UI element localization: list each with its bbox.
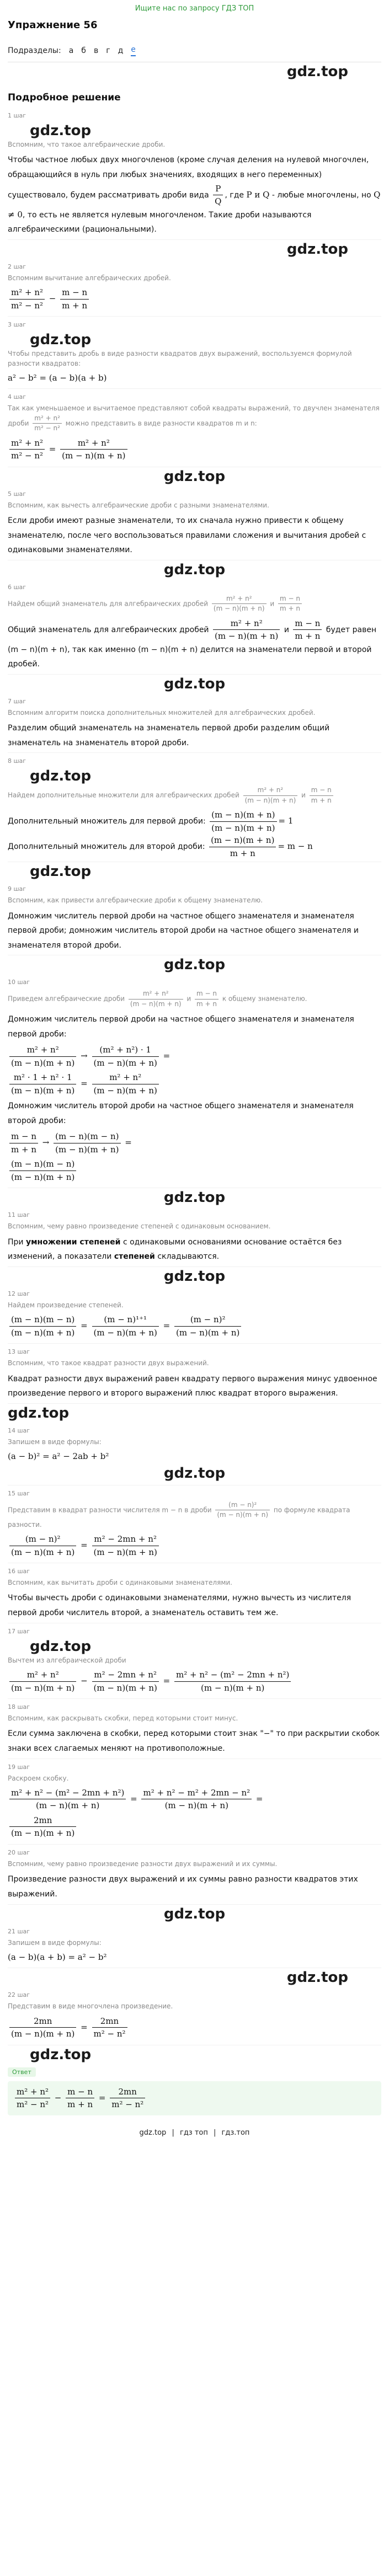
step-19 xyxy=(8,1759,381,1845)
step-text: Произведение разности двух выражений и их суммы равно разности квадратов этих выражений. xyxy=(8,1875,358,1899)
step-text: Чтобы вычесть дроби с одинаковыми знаменателями, нужно вычесть из числителя первой дроби числитель второй, а знаменатель оставить тем же. xyxy=(8,1594,351,1618)
formula: a² − b² = (a − b)(a + b) xyxy=(8,372,107,383)
step-hint: Запишем в виде формулы: xyxy=(8,1437,102,1446)
answer-label: Ответ xyxy=(8,2067,36,2077)
step-hint: Найдем произведение степеней. xyxy=(8,1301,124,1310)
step-label: 15 шаг xyxy=(8,1489,30,1497)
watermark: gdz.top xyxy=(163,1189,226,1206)
step-text: Домножим числитель второй дроби на частное общего знаменателя и знаменателя второй дроби: xyxy=(8,1102,354,1125)
watermark: gdz.top xyxy=(30,1638,92,1655)
step-text: При умножении степеней с одинаковыми основаниями основание остаётся без изменений, а показатели степеней складываются. xyxy=(8,1237,342,1262)
step-text: Разделим общий знаменатель на знаменатель первой дроби разделим общий знаменатель на знаменатель второй дроби. xyxy=(8,724,330,747)
step-label: 7 шаг xyxy=(8,697,26,705)
step-5 xyxy=(8,486,381,560)
expression: $\frac{m - n}{m + n}$ → $\frac{(m - n)(m - n)}{(m - n)(m + n)}$ = xyxy=(8,1130,381,1156)
step-2 xyxy=(8,259,381,317)
watermark: gdz.top xyxy=(30,332,92,349)
tab-v[interactable]: в xyxy=(93,46,99,55)
step-label: 20 шаг xyxy=(8,1848,30,1856)
subsections-label: Подразделы: xyxy=(8,46,61,55)
expression: $\frac{2mn}{(m - n)(m + n)}$ = $\frac{2mn}{\text{m² − n²}}$ xyxy=(8,2015,381,2040)
step-hint: Представим в виде многочлена произведение. xyxy=(8,2002,173,2011)
step-13 xyxy=(8,1344,381,1404)
step-hint: Вспомним, чему равно произведение степеней с одинаковым основанием. xyxy=(8,1222,271,1231)
expression: $\frac{\text{m² + n² − (m² − 2mn + n²)}}{(m - n)(m + n)}$ = $\frac{\text{m² + n² − m² + 2mn − n²}}{(m - n)(m + n)}$ = xyxy=(8,1787,381,1812)
watermark: gdz.top xyxy=(163,1905,226,1922)
step-text: Домножим числитель первой дроби на частное общего знаменателя и знаменателя первой дроби; домножим числитель второй дроби на частное общего знаменателя и знаменателя второй дроби. xyxy=(8,911,359,950)
step-label: 8 шаг xyxy=(8,757,26,765)
solution-title: Подробное решение xyxy=(8,92,121,103)
step-4 xyxy=(8,389,381,467)
page-title: Упражнение 56 xyxy=(8,19,98,31)
step-text: Домножим числитель первой дроби на частное общего знаменателя и знаменателя первой дроби: xyxy=(8,1015,354,1039)
step-label: 12 шаг xyxy=(8,1290,30,1298)
step-label: 22 шаг xyxy=(8,1991,30,1999)
step-hint: Вычтем из алгебраической дроби xyxy=(8,1656,126,1664)
watermark: gdz.top xyxy=(30,2046,92,2063)
step-hint: Запишем в виде формулы: xyxy=(8,1938,102,1947)
watermark: gdz.top xyxy=(286,63,348,80)
step-label: 19 шаг xyxy=(8,1763,30,1771)
expression: $\frac{\text{m² + n²}}{\text{m² − n²}}$ − $\frac{m - n}{m + n}$ xyxy=(8,286,381,312)
step-label: 9 шаг xyxy=(8,885,26,893)
step-7 xyxy=(8,693,381,753)
step-hint: Раскроем скобку. xyxy=(8,1774,69,1782)
step-hint: Представим в квадрат разности числителя m − n в дроби $\frac{\text{(m − n)²}}{(m - n)(m + n)}$ по формуле квадрата разности. xyxy=(8,1500,350,1529)
step-hint: Чтобы представить дробь в виде разности квадратов двух выражений, воспользуемся формулой разности квадратов: xyxy=(8,350,352,367)
step-hint: Вспомним, как вычитать дроби с одинаковыми знаменателями. xyxy=(8,1579,232,1587)
step-9 xyxy=(8,881,381,955)
watermark: gdz.top xyxy=(30,768,92,785)
fraction-pq: $\frac{P}{Q}$ xyxy=(213,183,223,208)
step-8 xyxy=(8,753,381,862)
expression: $\frac{(m - n)(m - n)}{(m - n)(m + n)}$ xyxy=(8,1158,381,1183)
step-15 xyxy=(8,1485,381,1563)
step-hint: Вспомним алгоритм поиска дополнительных множителей для алгебраических дробей. xyxy=(8,708,316,717)
step-hint: Вспомним, как раскрывать скобки, перед которыми стоит минус. xyxy=(8,1714,238,1723)
footer-link[interactable]: гдз топ xyxy=(179,2128,208,2137)
step-label: 2 шаг xyxy=(8,263,26,270)
watermark: gdz.top xyxy=(286,1969,348,1986)
search-hint-link[interactable]: Ищите нас по запросу ГДЗ ТОП xyxy=(135,4,254,13)
tab-e[interactable]: е xyxy=(131,45,136,56)
watermark: gdz.top xyxy=(163,675,226,692)
footer-separator: | xyxy=(172,2128,174,2137)
step-1 xyxy=(8,108,381,240)
step-hint: Так как уменьшаемое и вычитаемое представляют собой квадраты выражений, то двучлен знаменателя дроби $\frac{\text{m² + n²}}{\text{m² − n²}}$ можно представить в виде разности квадратов m и n: xyxy=(8,404,380,432)
footer-link[interactable]: гдз.топ xyxy=(221,2128,250,2137)
step-12 xyxy=(8,1286,381,1344)
step-label: 13 шаг xyxy=(8,1348,30,1356)
step-label: 3 шаг xyxy=(8,321,26,329)
step-label: 5 шаг xyxy=(8,490,26,498)
footer xyxy=(8,2118,381,2145)
expression: $\frac{\text{m² + n²}}{(m - n)(m + n)}$ − $\frac{\text{m² − 2mn + n²}}{(m - n)(m + n)}$ = $\frac{\text{m² + n² − (m² − 2mn + n²)}}{(m - n)(m + n)}$ xyxy=(8,1669,381,1694)
tab-g[interactable]: г xyxy=(106,46,110,55)
step-10 xyxy=(8,974,381,1188)
step-label: 10 шаг xyxy=(8,979,30,986)
step-hint: Вспомним, как привести алгебраические дроби к общему знаменателю. xyxy=(8,896,263,905)
step-hint: Найдем дополнительные множители для алгебраических дробей $\frac{\text{m² + n²}}{(m - n)(m + n)}$ и $\frac{m - n}{m + n}$ xyxy=(8,785,381,805)
step-label: 14 шаг xyxy=(8,1426,30,1434)
expression: $\frac{\text{m² · 1 + n² · 1}}{(m - n)(m + n)}$ = $\frac{\text{m² + n²}}{(m - n)(m + n)}$ xyxy=(8,1071,381,1097)
step-label: 6 шаг xyxy=(8,583,26,591)
tab-d[interactable]: д xyxy=(118,46,124,55)
step-hint: Приведем алгебраические дроби $\frac{\text{m² + n²}}{(m - n)(m + n)}$ и $\frac{m - n}{m + n}$ к общему знаменателю. xyxy=(8,990,307,1008)
step-hint: Вспомним вычитание алгебраических дробей. xyxy=(8,274,171,282)
step-17 xyxy=(8,1623,381,1699)
step-3 xyxy=(8,317,381,389)
step-label: 21 шаг xyxy=(8,1927,30,1935)
watermark: gdz.top xyxy=(30,863,92,880)
watermark: gdz.top xyxy=(163,561,226,578)
step-hint: Вспомним, что такое квадрат разности двух выражений. xyxy=(8,1359,209,1367)
step-20 xyxy=(8,1845,381,1905)
step-label: 16 шаг xyxy=(8,1568,30,1575)
step-label: 11 шаг xyxy=(8,1211,30,1219)
step-label: 1 шаг xyxy=(8,112,26,119)
formula: (a − b)(a + b) = a² − b² xyxy=(8,1952,107,1962)
step-label: 4 шаг xyxy=(8,393,26,401)
step-text: Чтобы частное любых двух многочленов (кроме случая деления на нулевой многочлен, обращающийся в нуль при любых значениях, входящих в него переменных) существовало, будем рассматривать дроби вида $\frac{P}{Q}$ , где P и Q - любые многочлены, но Q ≠ 0, то есть не является нулевым многочленом. Такие дроби называются алгебраическими (рациональными). xyxy=(8,156,381,234)
watermark: gdz.top xyxy=(163,468,226,485)
expression: $\frac{\text{(m − n)²}}{(m - n)(m + n)}$ = $\frac{\text{m² − 2mn + n²}}{(m - n)(m + n)}$ xyxy=(8,1533,381,1558)
watermark: gdz.top xyxy=(163,1465,226,1482)
step-hint: Вспомним, чему равно произведение разности двух выражений и их суммы. xyxy=(8,1859,278,1868)
answer-expression: $\frac{\text{m² + n²}}{\text{m² − n²}}$ − $\frac{m - n}{m + n}$ = $\frac{2mn}{\text{m² − n²}}$ xyxy=(8,2081,381,2115)
step-text: Дополнительный множитель для первой дроби: $\frac{(m - n)(m + n)}{(m - n)(m + n)}$ = 1 xyxy=(8,810,294,833)
step-label: 18 шаг xyxy=(8,1703,30,1711)
footer-link[interactable]: gdz.top xyxy=(139,2128,167,2137)
step-text: Если сумма заключена в скобки, перед которыми стоит знак "−" то при раскрытии скобок знаки всех слагаемых меняют на противоположные. xyxy=(8,1729,380,1753)
step-18 xyxy=(8,1699,381,1759)
step-text: Общий знаменатель для алгебраических дробей $\frac{\text{m² + n²}}{(m - n)(m + n)}$ и $\frac{m - n}{m + n}$ будет равен (m − n)(m + n), так как именно (m − n)(m + n) делится на знаменатели первой и второй дробей. xyxy=(8,618,377,669)
expression: $\frac{\text{m² + n²}}{\text{m² − n²}}$ = $\frac{\text{m² + n²}}{(m - n)(m + n)}$ xyxy=(8,437,381,462)
step-hint: Вспомним, как вычесть алгебраические дроби с разными знаменателями. xyxy=(8,501,269,509)
expression: $\frac{2mn}{(m - n)(m + n)}$ xyxy=(8,1814,381,1840)
watermark: gdz.top xyxy=(163,1268,226,1285)
watermark: gdz.top xyxy=(8,1404,70,1421)
expression: $\frac{(m - n)(m - n)}{(m - n)(m + n)}$ = $\frac{\text{(m − n)¹⁺¹}}{(m - n)(m + n)}$ = $\frac{\text{(m − n)²}}{(m - n)(m + n)}$ xyxy=(8,1313,381,1339)
step-text: Дополнительный множитель для второй дроби: $\frac{(m - n)(m + n)}{m + n}$ = m − n xyxy=(8,835,313,858)
step-label: 17 шаг xyxy=(8,1627,30,1635)
step-6 xyxy=(8,579,381,675)
step-11 xyxy=(8,1207,381,1267)
watermark: gdz.top xyxy=(30,122,92,139)
expression: $\frac{\text{m² + n²}}{(m - n)(m + n)}$ → $\frac{\text{(m² + n²) · 1}}{(m - n)(m + n)}$ = xyxy=(8,1044,381,1069)
formula: (a − b)² = a² − 2ab + b² xyxy=(8,1451,109,1462)
answer-section xyxy=(8,2064,381,2115)
step-text: Если дроби имеют разные знаменатели, то их сначала нужно привести к общему знаменателю, после чего воспользоваться правилами сложения и вычитания дробей с одинаковыми знаменателями. xyxy=(8,516,366,555)
subsections-bar xyxy=(8,41,381,62)
step-22 xyxy=(8,1987,381,2045)
step-14 xyxy=(8,1423,381,1485)
footer-separator: | xyxy=(214,2128,216,2137)
step-hint: Вспомним, что такое алгебраические дроби. xyxy=(8,141,166,148)
tab-b[interactable]: б xyxy=(81,46,86,55)
step-21 xyxy=(8,1923,381,1969)
tab-a[interactable]: а xyxy=(68,46,74,55)
watermark: gdz.top xyxy=(163,956,226,974)
step-text: Квадрат разности двух выражений равен квадрату первого выражения минус удвоенное произведение первого и второго выражений плюс квадрат второго выражения. xyxy=(8,1374,377,1398)
step-hint: Найдем общий знаменатель для алгебраических дробей $\frac{\text{m² + n²}}{(m - n)(m + n)}$ и $\frac{m - n}{m + n}$ xyxy=(8,594,381,614)
watermark: gdz.top xyxy=(286,241,348,258)
step-16 xyxy=(8,1563,381,1623)
